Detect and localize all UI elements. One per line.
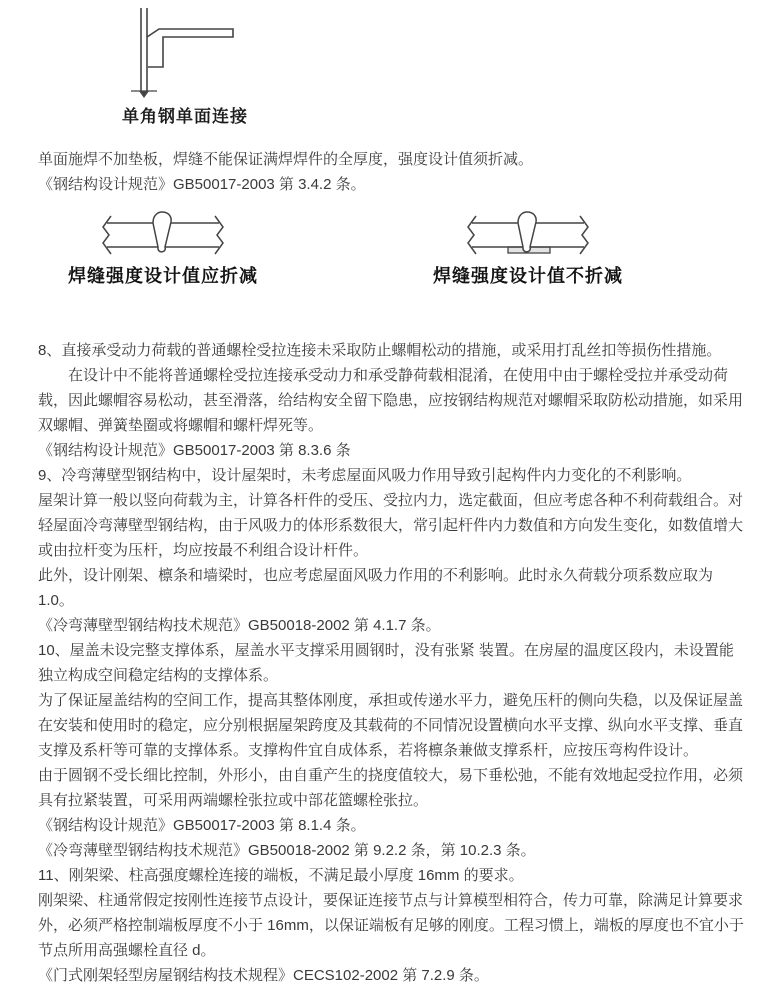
item8-title: 8、直接承受动力荷载的普通螺栓受拉连接未采取防止螺帽松动的措施，或采用打乱丝扣等损伤性措施。 [38,342,722,359]
angle-figure-caption: 单角钢单面连接 [122,107,248,126]
intro-text: 单面施焊不加垫板，焊缝不能保证满焊焊件的全厚度，强度设计值须折减。 [38,151,534,168]
weld-without-backing-diagram [98,209,228,259]
angle-steel-figure [122,6,248,127]
weld-bead [153,212,171,252]
weld-not-reduced-figure [433,209,623,288]
angle-steel-diagram [122,6,248,98]
angle-steel-outline [147,29,233,67]
weld-reduced-caption: 焊缝强度设计值应折减 [68,266,258,286]
item10-body-1: 为了保证屋盖结构的空间工作，提高其整体刚度，承担或传递水平力，避免压杆的侧向失稳，以及保证屋盖在安装和使用时的稳定，应分别根据屋架跨度及其载荷的不同情况设置横向水平支撑、纵向水平支撑、垂直支撑及系杆等可靠的支撑体系。支撑构件宜自成体系，若将檩条兼做支撑系杆，应按压弯构件设计。 [38,692,744,759]
item11-title: 11、刚架梁、柱高强度螺栓连接的端板，不满足最小厚度 16mm 的要求。 [38,867,524,884]
break-mark-icon [103,216,111,254]
weld-reduced-figure [68,209,258,288]
break-mark-icon [215,216,223,254]
item9-body-2: 此外，设计刚架、檩条和墙梁时，也应考虑屋面风吸力作用的不利影响。此时永久荷载分项系数应取为 1.0。 [38,567,714,609]
intro-section [38,147,748,197]
item10-body-2: 由于圆钢不受长细比控制，外形小，由自重产生的挠度值较大，易下垂松弛，不能有效地起受拉作用，必须具有拉紧装置，可采用两端螺栓张拉或中部花篮螺栓张拉。 [38,767,744,809]
item10-reference-2: 《冷弯薄壁型钢结构技术规范》GB50018-2002 第 9.2.2 条，第 10.2.3 条。 [38,842,536,859]
item11-body: 刚架梁、柱通常假定按刚性连接节点设计，要保证连接节点与计算模型相符合，传力可靠，除满足计算要求外，必须严格控制端板厚度不小于 16mm，以保证端板有足够的刚度。工程习惯上，端板的厚度也不宜小于节点所用高强螺栓直径 d。 [38,892,744,959]
main-text-section [38,338,748,988]
weld-with-backing-diagram [463,209,593,259]
intro-reference: 《钢结构设计规范》GB50017-2003 第 3.4.2 条。 [38,176,366,193]
item9-title: 9、冷弯薄壁型钢结构中，设计屋架时，未考虑屋面风吸力作用导致引起构件内力变化的不利影响。 [38,467,692,484]
item10-title: 10、屋盖未设完整支撑体系，屋盖水平支撑采用圆钢时，没有张紧 装置。在房屋的温度区段内，未设置能独立构成空间稳定结构的支撑体系。 [38,642,734,684]
item11-reference: 《门式刚架轻型房屋钢结构技术规程》CECS102-2002 第 7.2.9 条。 [38,967,489,984]
weld-cross-section [468,212,588,254]
item8-body: 在设计中不能将普通螺栓受拉连接承受动力和承受静荷载相混淆，在使用中由于螺栓受拉并承受动荷载，因此螺帽容易松动，甚至滑落，给结构安全留下隐患，应按钢结构规范对螺帽采取防松动措施，如采用双螺帽、弹簧垫圈或将螺帽和螺杆焊死等。 [38,367,744,434]
item10-reference-1: 《钢结构设计规范》GB50017-2003 第 8.1.4 条。 [38,817,366,834]
dimension-arrow-icon [131,91,157,98]
item8-reference: 《钢结构设计规范》GB50017-2003 第 8.3.6 条 [38,442,351,459]
item9-body-1: 屋架计算一般以竖向荷载为主，计算各杆件的受压、受拉内力，选定截面，但应考虑各种不利荷载组合。对轻屋面冷弯薄壁型钢结构，由于风吸力的体形系数很大，常引起杆件内力数值和方向发生变化，如数值增大或由拉杆变为压杆，均应按最不利组合设计杆件。 [38,492,744,559]
weld-not-reduced-caption: 焊缝强度设计值不折减 [433,266,623,286]
weld-figures-row [38,209,748,288]
item9-reference: 《冷弯薄壁型钢结构技术规范》GB50018-2002 第 4.1.7 条。 [38,617,441,634]
